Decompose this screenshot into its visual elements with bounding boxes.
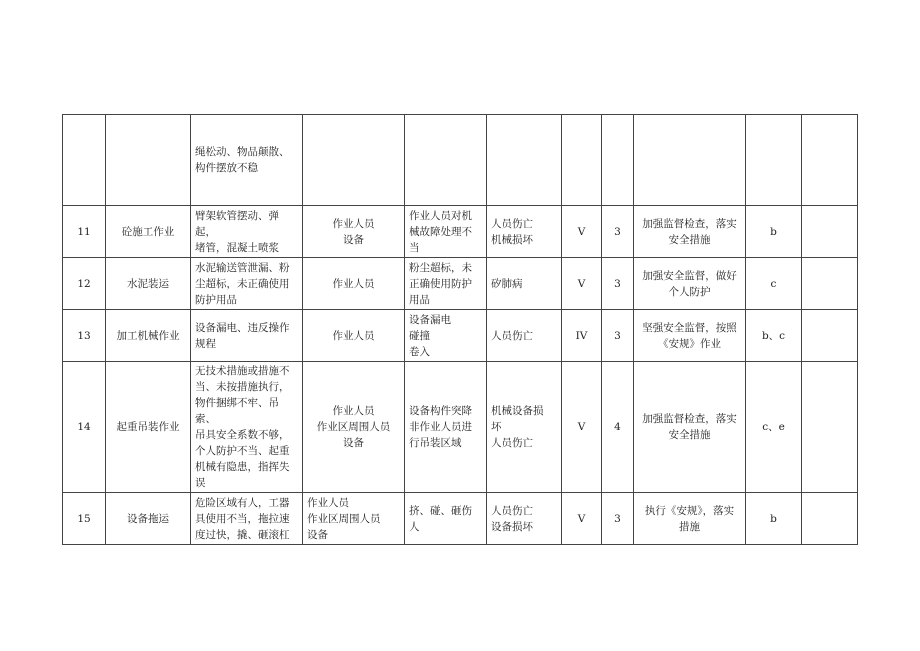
row-number: 11: [63, 206, 106, 258]
hazard-cell: 水泥输送管泄漏、粉 尘超标，未正确使用 防护用品: [191, 258, 303, 310]
table-row: [63, 493, 858, 545]
grade-cell: [746, 115, 802, 206]
process-cell: 加工机械作业: [106, 310, 191, 362]
level-cell: V: [562, 362, 602, 493]
cause-cell: 挤、碰、砸伤 人: [405, 493, 487, 545]
hazard-cell: 设备漏电、违反操作 规程: [191, 310, 303, 362]
consequence-cell: 人员伤亡: [487, 310, 562, 362]
grade-cell: c、e: [746, 362, 802, 493]
hazard-cell: 臂架软管摆动、弹起， 堵管，混凝土喷浆: [191, 206, 303, 258]
measures-cell: 加强安全监督，做好 个人防护: [634, 258, 746, 310]
process-cell: [106, 115, 191, 206]
affected-cell: 作业人员 设备: [303, 206, 405, 258]
score-cell: 3: [602, 206, 634, 258]
remark-cell: [802, 493, 858, 545]
table-row: [63, 310, 858, 362]
process-cell: 设备拖运: [106, 493, 191, 545]
cause-cell: 设备漏电 碰撞 卷入: [405, 310, 487, 362]
score-cell: 3: [602, 493, 634, 545]
hazard-cell: 绳松动、物品颠散、 构件摆放不稳: [191, 115, 303, 206]
consequence-cell: 机械设备损 坏 人员伤亡: [487, 362, 562, 493]
score-cell: 4: [602, 362, 634, 493]
remark-cell: [802, 310, 858, 362]
consequence-cell: 矽肺病: [487, 258, 562, 310]
measures-cell: 加强监督检查，落实 安全措施: [634, 362, 746, 493]
measures-cell: [634, 115, 746, 206]
affected-cell: 作业人员 作业区周围人员 设备: [303, 493, 405, 545]
level-cell: V: [562, 258, 602, 310]
grade-cell: b: [746, 493, 802, 545]
consequence-cell: 人员伤亡 设备损坏: [487, 493, 562, 545]
remark-cell: [802, 258, 858, 310]
row-number: 14: [63, 362, 106, 493]
row-number: [63, 115, 106, 206]
table-row: [63, 115, 858, 206]
score-cell: 3: [602, 310, 634, 362]
hazard-cell: 无技术措施或措施不 当、未按措施执行， 物件捆绑不牢、吊索、 吊具安全系数不够， 个人防护不当、起重 机械有隐患，指挥失 误: [191, 362, 303, 493]
cause-cell: 作业人员对机 械故障处理不 当: [405, 206, 487, 258]
measures-cell: 加强监督检查，落实 安全措施: [634, 206, 746, 258]
process-cell: 砼施工作业: [106, 206, 191, 258]
table-row: [63, 206, 858, 258]
remark-cell: [802, 206, 858, 258]
affected-cell: 作业人员: [303, 310, 405, 362]
hazard-cell: 危险区域有人，工器 具使用不当，拖拉速 度过快，撬、砸滚杠: [191, 493, 303, 545]
risk-table: [62, 114, 858, 545]
consequence-cell: [487, 115, 562, 206]
level-cell: [562, 115, 602, 206]
grade-cell: b、c: [746, 310, 802, 362]
row-number: 15: [63, 493, 106, 545]
level-cell: V: [562, 493, 602, 545]
level-cell: V: [562, 206, 602, 258]
affected-cell: 作业人员: [303, 258, 405, 310]
process-cell: 水泥装运: [106, 258, 191, 310]
grade-cell: c: [746, 258, 802, 310]
remark-cell: [802, 115, 858, 206]
row-number: 13: [63, 310, 106, 362]
measures-cell: 坚强安全监督，按照 《安规》作业: [634, 310, 746, 362]
measures-cell: 执行《安规》，落实 措施: [634, 493, 746, 545]
process-cell: 起重吊装作业: [106, 362, 191, 493]
table-row: [63, 362, 858, 493]
cause-cell: [405, 115, 487, 206]
cause-cell: 粉尘超标，未 正确使用防护 用品: [405, 258, 487, 310]
score-cell: [602, 115, 634, 206]
row-number: 12: [63, 258, 106, 310]
level-cell: IV: [562, 310, 602, 362]
grade-cell: b: [746, 206, 802, 258]
table-row: [63, 258, 858, 310]
remark-cell: [802, 362, 858, 493]
affected-cell: [303, 115, 405, 206]
consequence-cell: 人员伤亡 机械损坏: [487, 206, 562, 258]
score-cell: 3: [602, 258, 634, 310]
affected-cell: 作业人员 作业区周围人员 设备: [303, 362, 405, 493]
cause-cell: 设备构件突降 非作业人员进 行吊装区域: [405, 362, 487, 493]
